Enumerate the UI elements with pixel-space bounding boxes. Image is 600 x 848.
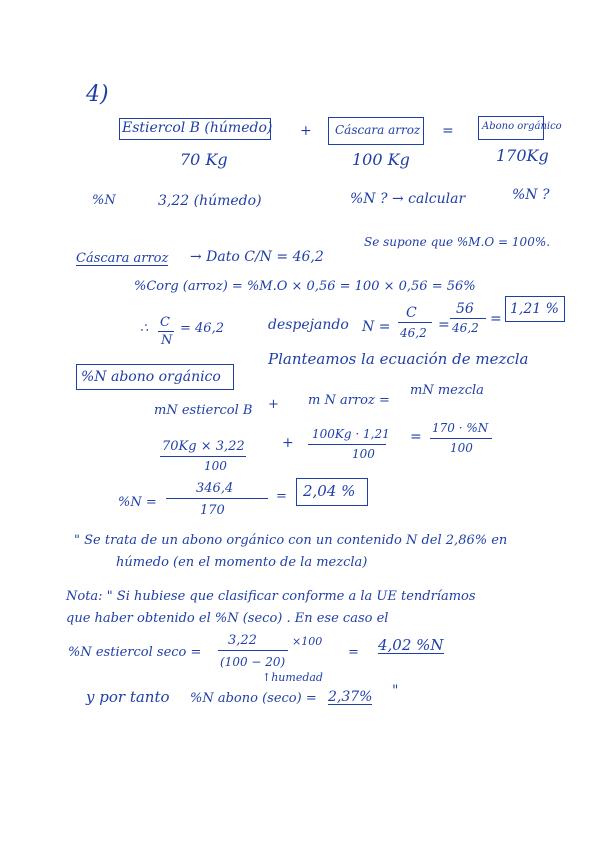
final-quote: "	[392, 683, 399, 699]
item3-mass: 170Kg	[496, 146, 549, 165]
pn-num: 346,4	[196, 481, 234, 496]
mix-box-label: %N abono orgánico	[81, 369, 221, 385]
eq-b: m N arroz =	[308, 393, 390, 408]
final-result: 2,37%	[328, 689, 373, 705]
t-plus: +	[282, 435, 294, 451]
seco-num: 3,22	[228, 633, 257, 648]
cn-lhs-den: N	[161, 333, 173, 348]
t2-rule	[308, 444, 386, 445]
rice-result: 1,21 %	[510, 301, 559, 317]
quote-line2: húmedo (en el momento de la mezcla)	[116, 555, 368, 570]
t3-num: 170 · %N	[432, 421, 489, 435]
equals-sign: =	[442, 123, 454, 139]
nota-line2: que haber obtenido el %N (seco) . En ese caso el	[66, 611, 389, 626]
cn-lhs-rule	[158, 331, 174, 332]
n3-value: %N ?	[512, 187, 550, 203]
plantea-label: Planteamos la ecuación de mezcla	[268, 350, 529, 368]
frac1-den: 46,2	[400, 326, 427, 340]
item2-label: Cáscara arroz	[335, 123, 421, 137]
pn-rule	[166, 498, 268, 499]
final-label: %N abono (seco) =	[190, 691, 317, 706]
frac1-num: C	[406, 305, 417, 321]
t1-rule	[160, 456, 246, 457]
rice-dato: → Dato C/N = 46,2	[190, 249, 324, 265]
n2-value: %N ? → calcular	[350, 191, 466, 207]
seco-label: %N estiercol seco =	[68, 645, 202, 660]
frac2-equals: =	[490, 311, 502, 327]
frac2-rule	[450, 318, 486, 319]
t3-rule	[430, 438, 492, 439]
t2-num: 100Kg · 1,21	[312, 427, 390, 441]
mix-box	[76, 364, 234, 390]
n-label: %N	[92, 193, 116, 208]
eq-c: mN mezcla	[410, 383, 484, 398]
frac2-den: 46,2	[452, 321, 479, 335]
item1-label: Estiercol B (húmedo)	[122, 120, 273, 136]
pn-result-box	[296, 478, 368, 506]
pn-result: 2,04 %	[303, 482, 356, 500]
corg-equation: %Corg (arroz) = %M.O × 0,56 = 100 × 0,56 = 56%	[134, 279, 476, 294]
cn-rhs: = 46,2	[180, 321, 224, 336]
quote-line1: " Se trata de un abono orgánico con un contenido N del 2,86% en	[74, 533, 508, 548]
seco-result: 4,02 %N	[378, 636, 444, 654]
frac-equals: =	[438, 317, 450, 333]
despejando-label: despejando	[268, 317, 349, 333]
item1-mass: 70 Kg	[180, 150, 228, 169]
plus-sign: +	[300, 123, 312, 139]
t1-den: 100	[204, 459, 227, 473]
nota-line1: Nota: " Si hubiese que clasificar conforme a la UE tendríamos	[66, 589, 476, 604]
rice-title: Cáscara arroz	[76, 251, 169, 266]
final-intro: y por tanto	[86, 688, 170, 706]
n1-value: 3,22 (húmedo)	[158, 193, 262, 209]
frac2-num: 56	[456, 301, 474, 317]
item3-label: Abono orgánico	[482, 121, 562, 132]
seco-den: (100 − 20)	[220, 655, 286, 669]
n-equals: N =	[362, 319, 391, 335]
t1-num: 70Kg × 3,22	[162, 439, 245, 454]
t3-den: 100	[450, 441, 473, 455]
seco-rule	[218, 650, 288, 651]
seco-x100: ×100	[292, 635, 323, 648]
frac1-rule	[398, 322, 432, 323]
rice-supone: Se supone que %M.O = 100%.	[364, 235, 551, 249]
rice-result-box	[505, 296, 565, 322]
pn-label: %N =	[118, 495, 157, 510]
eq-plus: +	[268, 397, 279, 412]
item2-box	[328, 117, 424, 145]
cn-lhs-num: C	[160, 315, 170, 330]
problem-number: 4)	[86, 82, 109, 107]
humedad-note: ↑humedad	[262, 671, 323, 684]
pn-equals: =	[276, 489, 287, 504]
pn-den: 170	[200, 503, 225, 518]
eq-a: mN estiercol B	[154, 403, 253, 418]
seco-equals: =	[348, 645, 359, 660]
t2-den: 100	[352, 447, 375, 461]
item1-box	[119, 118, 271, 140]
t-equals: =	[410, 429, 422, 445]
cn-prefix: ∴	[140, 321, 149, 336]
item2-mass: 100 Kg	[352, 150, 410, 169]
item3-box	[478, 116, 562, 140]
